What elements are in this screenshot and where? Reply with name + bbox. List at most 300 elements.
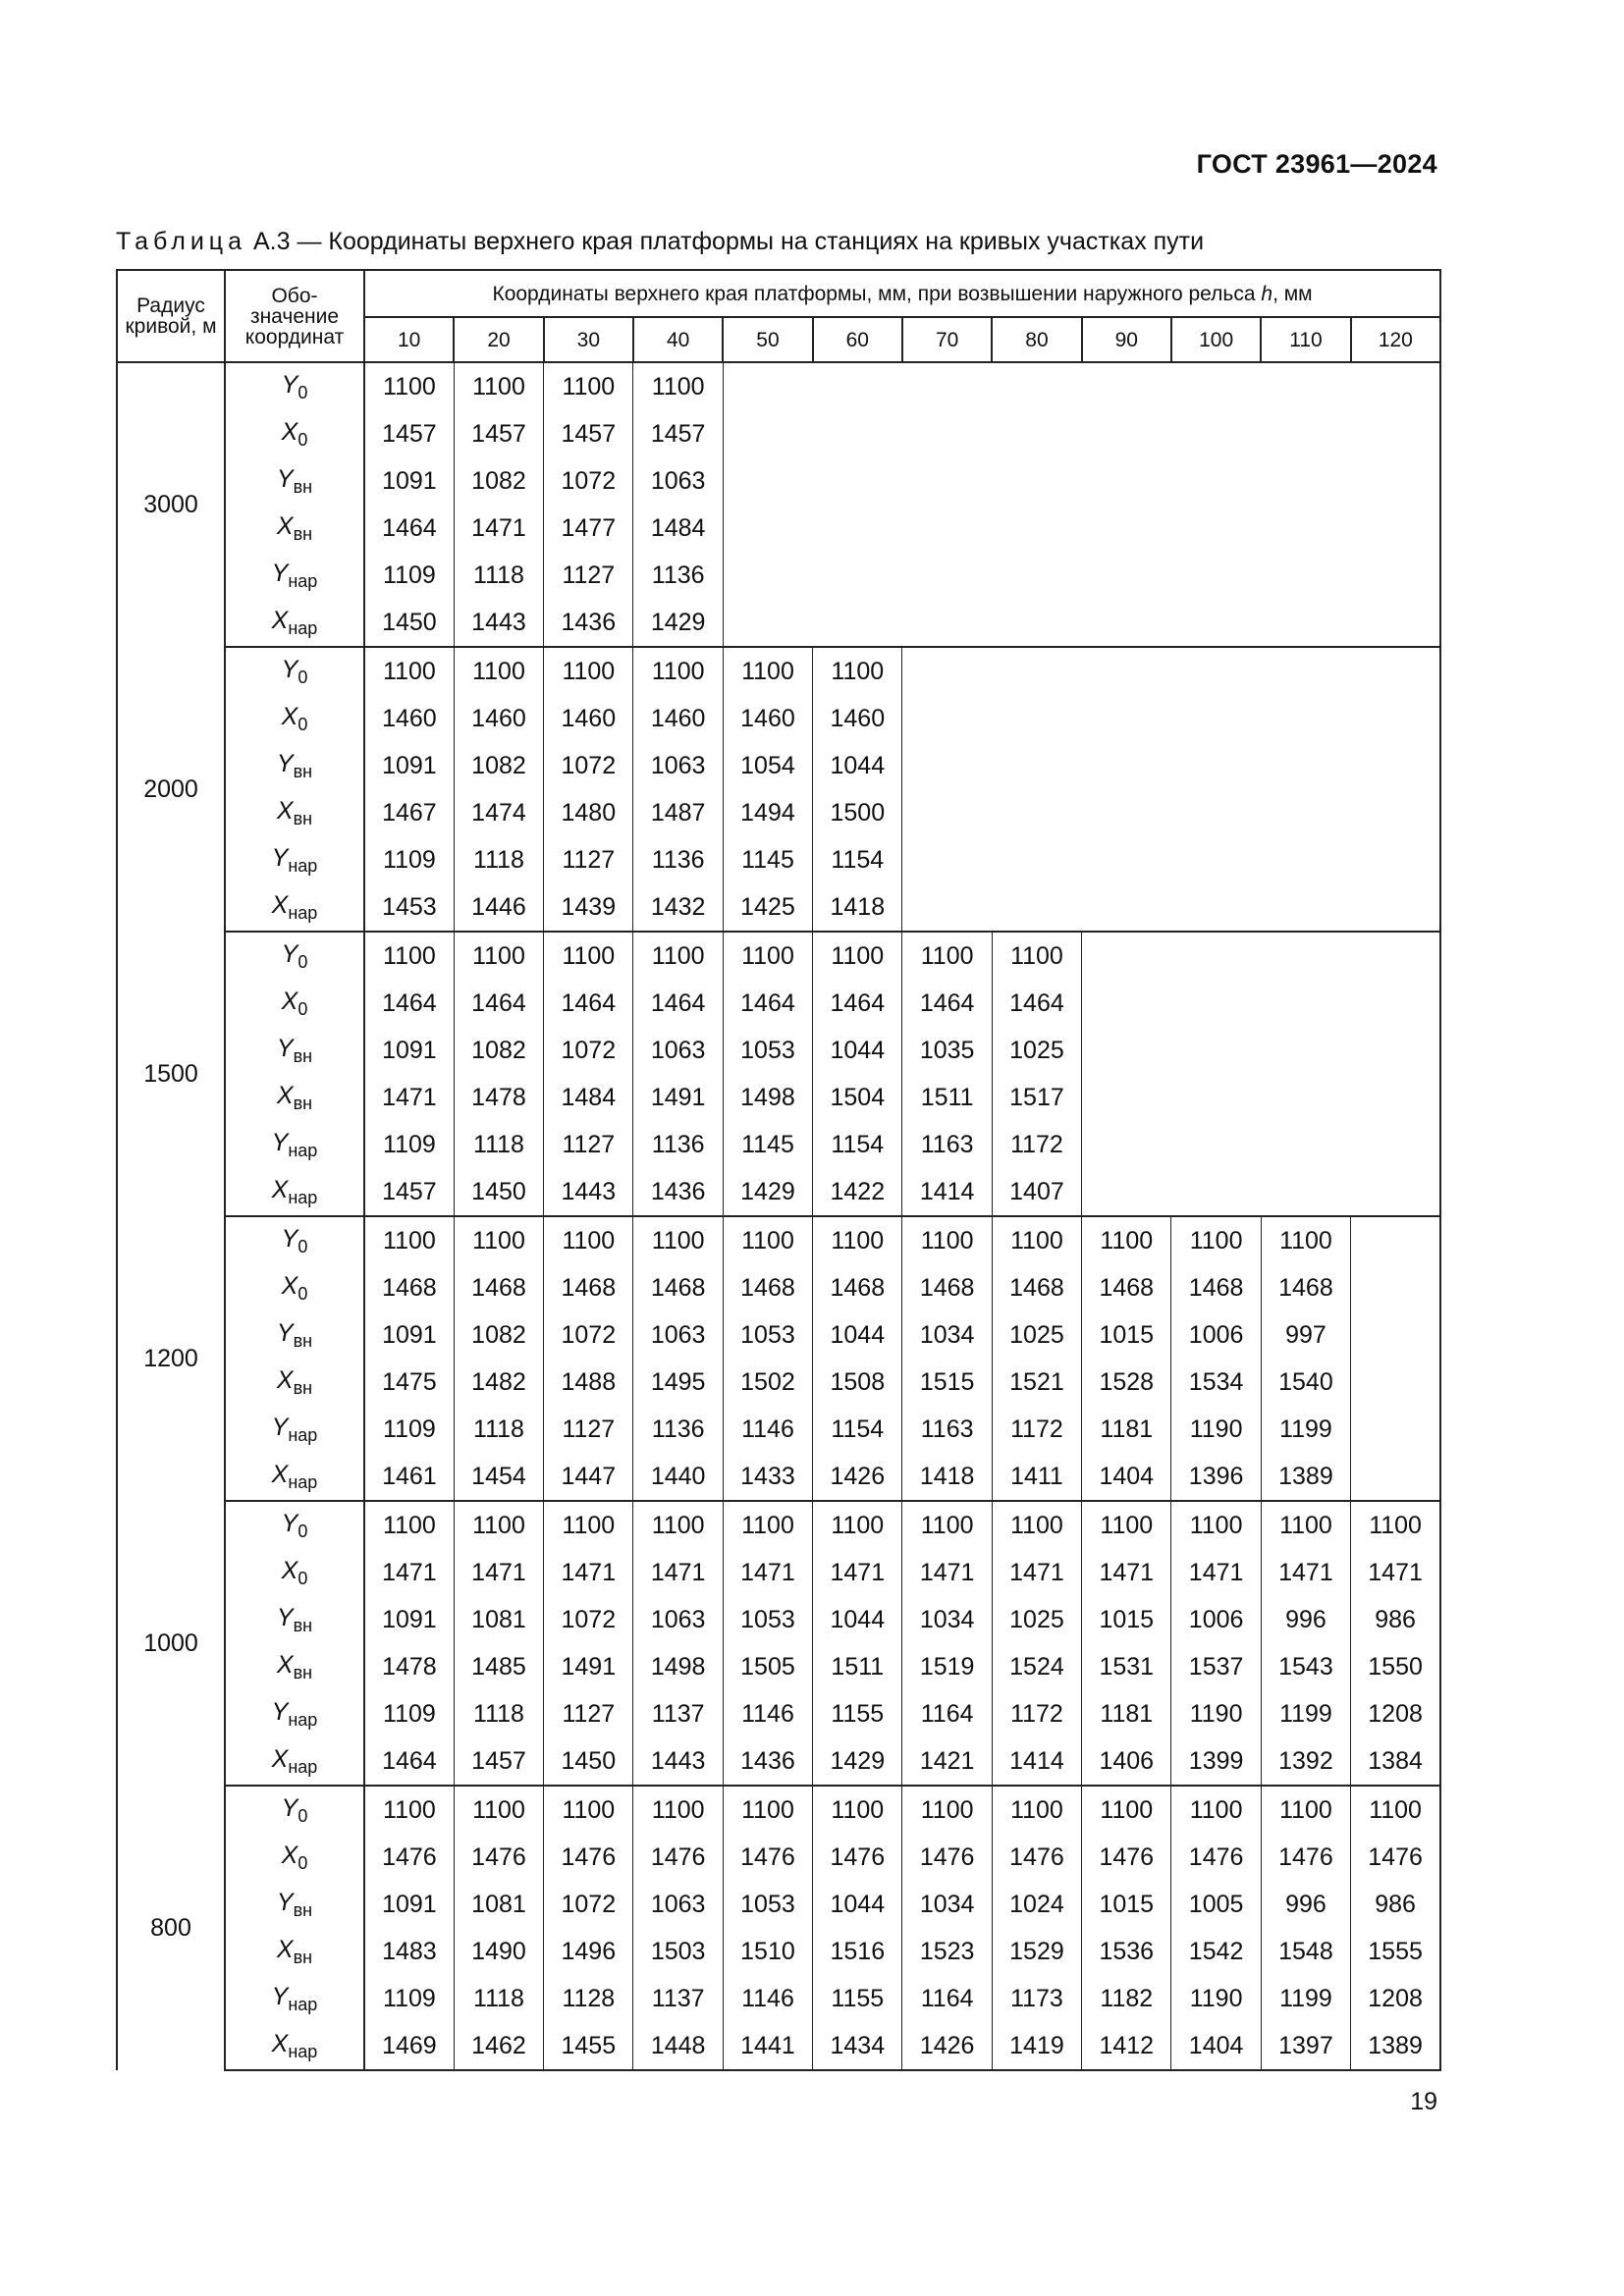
table-row xyxy=(117,1596,1440,1643)
value-cell: 1476 xyxy=(633,1834,723,1881)
empty-cell xyxy=(902,883,992,932)
value-cell: 1025 xyxy=(992,1311,1081,1359)
empty-cell xyxy=(1351,695,1440,742)
value-cell: 1100 xyxy=(633,1501,723,1549)
empty-cell xyxy=(1261,883,1350,932)
empty-cell xyxy=(1261,599,1350,647)
value-cell: 1464 xyxy=(723,980,812,1027)
coordinate-symbol-subscript: вн xyxy=(293,476,313,497)
empty-cell xyxy=(1351,410,1440,457)
coordinate-symbol-subscript: 0 xyxy=(298,1805,308,1826)
value-cell: 1461 xyxy=(364,1453,454,1501)
value-cell: 1436 xyxy=(633,1168,723,1216)
coordinate-symbol xyxy=(225,1928,364,1975)
empty-cell xyxy=(813,552,902,599)
empty-cell xyxy=(1351,980,1440,1027)
coordinate-symbol-base: Y xyxy=(276,1603,294,1631)
coordinate-symbol-subscript: нар xyxy=(288,2041,318,2061)
value-cell: 1100 xyxy=(1171,1216,1261,1264)
value-cell: 1072 xyxy=(544,457,633,505)
empty-cell xyxy=(1351,1359,1440,1406)
value-cell: 1100 xyxy=(813,1786,902,1834)
coordinate-symbol xyxy=(225,1168,364,1216)
value-cell: 1406 xyxy=(1082,1737,1171,1786)
coordinate-symbol-subscript: 0 xyxy=(298,998,308,1019)
coordinate-symbol xyxy=(225,1121,364,1168)
table-row xyxy=(117,1834,1440,1881)
table-row xyxy=(117,789,1440,836)
value-cell: 996 xyxy=(1261,1596,1350,1643)
table-row xyxy=(117,1737,1440,1786)
value-cell: 1155 xyxy=(813,1975,902,2022)
empty-cell xyxy=(1082,647,1171,695)
value-cell: 1505 xyxy=(723,1643,812,1690)
value-cell: 1053 xyxy=(723,1027,812,1074)
value-cell: 1524 xyxy=(992,1643,1081,1690)
empty-cell xyxy=(1082,1168,1171,1216)
value-cell: 1529 xyxy=(992,1928,1081,1975)
value-cell: 1425 xyxy=(723,883,812,932)
value-cell: 1181 xyxy=(1082,1690,1171,1737)
empty-cell xyxy=(1261,362,1350,410)
value-cell: 1091 xyxy=(364,1311,454,1359)
value-cell: 1542 xyxy=(1171,1928,1261,1975)
table-row xyxy=(117,1121,1440,1168)
table-row xyxy=(117,647,1440,695)
value-cell: 1100 xyxy=(544,362,633,410)
coordinate-symbol-subscript: 0 xyxy=(298,1852,308,1873)
coordinate-symbol-subscript: нар xyxy=(288,1756,318,1777)
value-cell: 1516 xyxy=(813,1928,902,1975)
empty-cell xyxy=(1351,742,1440,789)
table-row xyxy=(117,1264,1440,1311)
value-cell: 1439 xyxy=(544,883,633,932)
value-cell: 1146 xyxy=(723,1406,812,1453)
value-cell: 1109 xyxy=(364,1406,454,1453)
empty-cell xyxy=(1351,789,1440,836)
value-cell: 1491 xyxy=(544,1643,633,1690)
value-cell: 1471 xyxy=(1351,1549,1440,1596)
value-cell: 1100 xyxy=(813,932,902,980)
value-cell: 1072 xyxy=(544,1881,633,1928)
empty-cell xyxy=(1082,836,1171,883)
coordinate-symbol xyxy=(225,1643,364,1690)
table-caption-label: Таблица xyxy=(116,228,247,255)
empty-cell xyxy=(1261,980,1350,1027)
value-cell: 1154 xyxy=(813,1121,902,1168)
value-cell: 1436 xyxy=(544,599,633,647)
value-cell: 1407 xyxy=(992,1168,1081,1216)
value-cell: 1476 xyxy=(1082,1834,1171,1881)
empty-cell xyxy=(1351,1074,1440,1121)
value-cell: 1480 xyxy=(544,789,633,836)
table-row xyxy=(117,2022,1440,2070)
value-cell: 1100 xyxy=(1082,1786,1171,1834)
coordinate-symbol xyxy=(225,599,364,647)
value-cell: 1468 xyxy=(364,1264,454,1311)
table-row xyxy=(117,836,1440,883)
value-cell: 1208 xyxy=(1351,1690,1440,1737)
value-cell: 1528 xyxy=(1082,1359,1171,1406)
value-cell: 1460 xyxy=(633,695,723,742)
coordinate-symbol-base: Y xyxy=(281,939,298,968)
coordinate-symbol-base: X xyxy=(271,1744,289,1773)
empty-cell xyxy=(813,457,902,505)
coordinate-symbol-subscript: нар xyxy=(288,1994,318,2014)
value-cell: 1072 xyxy=(544,742,633,789)
empty-cell xyxy=(992,836,1081,883)
coordinate-symbol-subscript: 0 xyxy=(298,1521,308,1541)
table-row xyxy=(117,1359,1440,1406)
value-cell: 1100 xyxy=(544,932,633,980)
coordinate-symbol xyxy=(225,1690,364,1737)
table-row xyxy=(117,362,1440,410)
value-cell: 1389 xyxy=(1261,1453,1350,1501)
value-cell: 1172 xyxy=(992,1406,1081,1453)
value-cell: 1476 xyxy=(1171,1834,1261,1881)
value-cell: 1457 xyxy=(364,1168,454,1216)
value-cell: 1485 xyxy=(454,1643,543,1690)
coordinate-symbol xyxy=(225,883,364,932)
empty-cell xyxy=(1351,836,1440,883)
coordinate-symbol-base: X xyxy=(281,987,298,1015)
empty-cell xyxy=(1351,362,1440,410)
coordinate-symbol-base: Y xyxy=(281,1509,298,1537)
value-cell: 1468 xyxy=(1082,1264,1171,1311)
table-row xyxy=(117,1881,1440,1928)
coordinate-symbol xyxy=(225,932,364,980)
value-cell: 1467 xyxy=(364,789,454,836)
coordinate-symbol xyxy=(225,742,364,789)
value-cell: 1440 xyxy=(633,1453,723,1501)
value-cell: 1190 xyxy=(1171,1406,1261,1453)
value-cell: 1450 xyxy=(454,1168,543,1216)
value-cell: 1127 xyxy=(544,1690,633,1737)
value-cell: 1460 xyxy=(813,695,902,742)
value-cell: 1476 xyxy=(544,1834,633,1881)
table-caption-text: А.3 — Координаты верхнего края платформы на станциях на кривых участках пути xyxy=(252,228,1205,255)
value-cell: 1412 xyxy=(1082,2022,1171,2070)
coordinate-symbol-subscript: вн xyxy=(293,1093,313,1113)
empty-cell xyxy=(1351,1216,1440,1264)
table-row xyxy=(117,1027,1440,1074)
coordinate-symbol-subscript: вн xyxy=(293,1947,313,1967)
table-row xyxy=(117,1453,1440,1501)
coordinate-symbol xyxy=(225,789,364,836)
empty-cell xyxy=(1351,1027,1440,1074)
empty-cell xyxy=(902,457,992,505)
value-cell: 1100 xyxy=(992,1501,1081,1549)
value-cell: 1450 xyxy=(544,1737,633,1786)
empty-cell xyxy=(723,457,812,505)
value-cell: 1500 xyxy=(813,789,902,836)
coordinate-symbol-subscript: нар xyxy=(288,617,318,638)
value-cell: 1468 xyxy=(544,1264,633,1311)
empty-cell xyxy=(902,362,992,410)
value-cell: 1127 xyxy=(544,552,633,599)
value-cell: 1515 xyxy=(902,1359,992,1406)
value-cell: 1182 xyxy=(1082,1975,1171,2022)
empty-cell xyxy=(1351,1264,1440,1311)
value-cell: 1163 xyxy=(902,1406,992,1453)
value-cell: 1443 xyxy=(454,599,543,647)
value-cell: 996 xyxy=(1261,1881,1350,1928)
value-cell: 1190 xyxy=(1171,1975,1261,2022)
value-cell: 1476 xyxy=(723,1834,812,1881)
coordinate-symbol-subscript: нар xyxy=(288,902,318,923)
coordinate-symbol xyxy=(225,1406,364,1453)
coordinate-symbol-base: Y xyxy=(271,843,289,872)
radius-cell: 3000 xyxy=(117,362,225,647)
value-cell: 1053 xyxy=(723,1596,812,1643)
header-elevation-120: 120 xyxy=(1351,317,1440,362)
coordinate-symbol-base: Y xyxy=(271,1413,289,1441)
value-cell: 1199 xyxy=(1261,1975,1350,2022)
empty-cell xyxy=(1171,552,1261,599)
table-row xyxy=(117,695,1440,742)
table-row xyxy=(117,505,1440,552)
coordinate-symbol-base: Y xyxy=(276,464,294,493)
value-cell: 1034 xyxy=(902,1311,992,1359)
value-cell: 1389 xyxy=(1351,2022,1440,2070)
value-cell: 1100 xyxy=(992,1216,1081,1264)
empty-cell xyxy=(1171,695,1261,742)
value-cell: 1432 xyxy=(633,883,723,932)
value-cell: 1453 xyxy=(364,883,454,932)
value-cell: 1145 xyxy=(723,836,812,883)
coordinate-symbol-subscript: 0 xyxy=(298,382,308,402)
value-cell: 1399 xyxy=(1171,1737,1261,1786)
value-cell: 1502 xyxy=(723,1359,812,1406)
table-caption xyxy=(116,228,1204,256)
value-cell: 1100 xyxy=(364,362,454,410)
value-cell: 1496 xyxy=(544,1928,633,1975)
empty-cell xyxy=(992,742,1081,789)
coordinate-symbol-subscript: вн xyxy=(293,808,313,828)
coordinate-symbol xyxy=(225,647,364,695)
value-cell: 1100 xyxy=(1261,1501,1350,1549)
value-cell: 1464 xyxy=(364,1737,454,1786)
empty-cell xyxy=(992,599,1081,647)
value-cell: 1100 xyxy=(633,362,723,410)
value-cell: 1100 xyxy=(902,1216,992,1264)
empty-cell xyxy=(1082,932,1171,980)
value-cell: 1464 xyxy=(633,980,723,1027)
value-cell: 1100 xyxy=(1261,1786,1350,1834)
coordinate-symbol-base: X xyxy=(281,1841,298,1869)
value-cell: 1471 xyxy=(723,1549,812,1596)
coordinate-symbol-subscript: 0 xyxy=(298,1568,308,1588)
value-cell: 1063 xyxy=(633,1027,723,1074)
value-cell: 1478 xyxy=(454,1074,543,1121)
value-cell: 1476 xyxy=(902,1834,992,1881)
coordinate-symbol xyxy=(225,980,364,1027)
coordinate-symbol-base: X xyxy=(271,1460,289,1488)
value-cell: 1091 xyxy=(364,1027,454,1074)
coordinate-symbol-base: Y xyxy=(276,1888,294,1916)
value-cell: 1173 xyxy=(992,1975,1081,2022)
empty-cell xyxy=(1082,362,1171,410)
empty-cell xyxy=(1171,883,1261,932)
coordinate-symbol xyxy=(225,1596,364,1643)
empty-cell xyxy=(902,695,992,742)
value-cell: 1100 xyxy=(544,1501,633,1549)
empty-cell xyxy=(813,599,902,647)
coordinate-symbol-subscript: 0 xyxy=(298,1283,308,1304)
header-designation-label: Обо- значение координат xyxy=(244,284,345,348)
value-cell: 1091 xyxy=(364,457,454,505)
value-cell: 1446 xyxy=(454,883,543,932)
radius-cell: 800 xyxy=(117,1786,225,2070)
empty-cell xyxy=(1261,695,1350,742)
coordinate-symbol xyxy=(225,410,364,457)
empty-cell xyxy=(1082,410,1171,457)
empty-cell xyxy=(902,647,992,695)
empty-cell xyxy=(1261,1121,1350,1168)
table-row xyxy=(117,457,1440,505)
value-cell: 1471 xyxy=(1261,1549,1350,1596)
coordinate-symbol-base: X xyxy=(281,702,298,730)
value-cell: 1468 xyxy=(902,1264,992,1311)
coordinate-symbol xyxy=(225,1975,364,2022)
coordinate-symbol-base: X xyxy=(271,890,289,919)
value-cell: 1487 xyxy=(633,789,723,836)
value-cell: 1054 xyxy=(723,742,812,789)
value-cell: 1471 xyxy=(544,1549,633,1596)
value-cell: 1404 xyxy=(1082,1453,1171,1501)
empty-cell xyxy=(992,552,1081,599)
value-cell: 1464 xyxy=(992,980,1081,1027)
empty-cell xyxy=(992,695,1081,742)
value-cell: 1025 xyxy=(992,1596,1081,1643)
value-cell: 1034 xyxy=(902,1881,992,1928)
value-cell: 1478 xyxy=(364,1643,454,1690)
value-cell: 1100 xyxy=(1261,1216,1350,1264)
value-cell: 1172 xyxy=(992,1121,1081,1168)
value-cell: 1464 xyxy=(364,505,454,552)
value-cell: 1163 xyxy=(902,1121,992,1168)
value-cell: 1109 xyxy=(364,1975,454,2022)
coordinate-symbol-subscript: нар xyxy=(288,1140,318,1160)
value-cell: 1519 xyxy=(902,1643,992,1690)
value-cell: 997 xyxy=(1261,1311,1350,1359)
value-cell: 1464 xyxy=(544,980,633,1027)
empty-cell xyxy=(1351,883,1440,932)
value-cell: 1548 xyxy=(1261,1928,1350,1975)
value-cell: 1454 xyxy=(454,1453,543,1501)
coordinate-symbol-base: X xyxy=(281,1556,298,1584)
empty-cell xyxy=(1351,457,1440,505)
empty-cell xyxy=(1082,789,1171,836)
empty-cell xyxy=(992,505,1081,552)
coordinate-symbol-subscript: вн xyxy=(293,1615,313,1635)
value-cell: 1534 xyxy=(1171,1359,1261,1406)
empty-cell xyxy=(1171,457,1261,505)
value-cell: 1474 xyxy=(454,789,543,836)
value-cell: 1072 xyxy=(544,1311,633,1359)
table-row xyxy=(117,1928,1440,1975)
empty-cell xyxy=(1351,599,1440,647)
value-cell: 1100 xyxy=(454,1786,543,1834)
value-cell: 1100 xyxy=(454,647,543,695)
value-cell: 1145 xyxy=(723,1121,812,1168)
value-cell: 1146 xyxy=(723,1975,812,2022)
empty-cell xyxy=(1082,980,1171,1027)
empty-cell xyxy=(723,599,812,647)
value-cell: 1471 xyxy=(364,1549,454,1596)
value-cell: 1468 xyxy=(723,1264,812,1311)
value-cell: 1025 xyxy=(992,1027,1081,1074)
value-cell: 1100 xyxy=(723,1216,812,1264)
empty-cell xyxy=(1261,1074,1350,1121)
empty-cell xyxy=(1171,362,1261,410)
value-cell: 1100 xyxy=(1171,1786,1261,1834)
empty-cell xyxy=(992,457,1081,505)
coordinate-symbol-subscript: нар xyxy=(288,1424,318,1445)
value-cell: 1100 xyxy=(813,1501,902,1549)
empty-cell xyxy=(992,647,1081,695)
value-cell: 1118 xyxy=(454,552,543,599)
value-cell: 1443 xyxy=(544,1168,633,1216)
coordinate-symbol-base: X xyxy=(276,511,294,540)
coordinate-symbol xyxy=(225,1027,364,1074)
value-cell: 1426 xyxy=(813,1453,902,1501)
empty-cell xyxy=(1171,1027,1261,1074)
coordinate-symbol-base: X xyxy=(271,1175,289,1203)
value-cell: 1464 xyxy=(454,980,543,1027)
value-cell: 1015 xyxy=(1082,1596,1171,1643)
empty-cell xyxy=(1082,883,1171,932)
table-row xyxy=(117,1549,1440,1596)
value-cell: 1034 xyxy=(902,1596,992,1643)
coordinate-symbol-subscript: 0 xyxy=(298,951,308,972)
value-cell: 1503 xyxy=(633,1928,723,1975)
table-row xyxy=(117,932,1440,980)
value-cell: 1476 xyxy=(1261,1834,1350,1881)
coordinate-symbol-subscript: 0 xyxy=(298,714,308,734)
value-cell: 1082 xyxy=(454,457,543,505)
coordinate-symbol xyxy=(225,1264,364,1311)
table-row xyxy=(117,552,1440,599)
value-cell: 1006 xyxy=(1171,1311,1261,1359)
header-elevation-var: h xyxy=(1261,282,1273,305)
table-row xyxy=(117,1168,1440,1216)
value-cell: 1434 xyxy=(813,2022,902,2070)
empty-cell xyxy=(1351,1311,1440,1359)
coordinate-symbol-subscript: 0 xyxy=(298,667,308,687)
empty-cell xyxy=(1351,932,1440,980)
header-elevation-60: 60 xyxy=(813,317,902,362)
header-elevation-30: 30 xyxy=(544,317,633,362)
table-row xyxy=(117,1311,1440,1359)
empty-cell xyxy=(1261,552,1350,599)
value-cell: 1164 xyxy=(902,1690,992,1737)
empty-cell xyxy=(992,789,1081,836)
coordinate-symbol-base: Y xyxy=(271,1697,289,1726)
value-cell: 1450 xyxy=(364,599,454,647)
value-cell: 1044 xyxy=(813,1596,902,1643)
radius-cell: 1200 xyxy=(117,1216,225,1501)
coordinate-symbol xyxy=(225,1216,364,1264)
value-cell: 1091 xyxy=(364,1596,454,1643)
empty-cell xyxy=(1261,505,1350,552)
value-cell: 1523 xyxy=(902,1928,992,1975)
value-cell: 1155 xyxy=(813,1690,902,1737)
coordinate-symbol xyxy=(225,1834,364,1881)
empty-cell xyxy=(1082,505,1171,552)
value-cell: 1154 xyxy=(813,836,902,883)
value-cell: 1484 xyxy=(544,1074,633,1121)
